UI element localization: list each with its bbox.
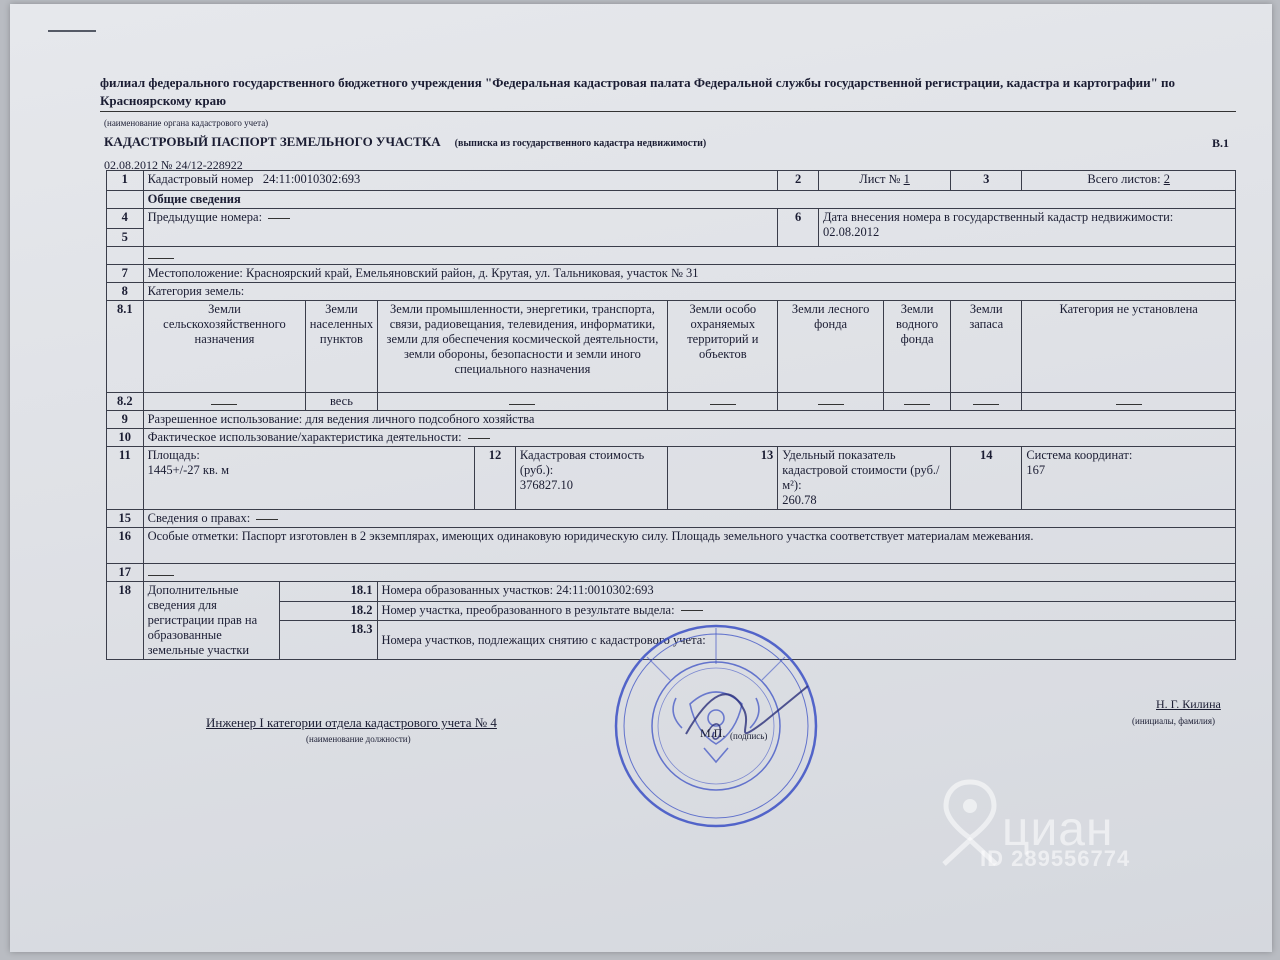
category-water: Земли водного фонда — [884, 301, 951, 393]
cadastral-value-cell — [515, 447, 668, 510]
top-mark — [48, 30, 96, 32]
rights-info-label: Сведения о правах: — [147, 511, 251, 525]
category-reserve: Земли запаса — [951, 301, 1022, 393]
removed-parcels-cell: Номера участков, подлежащих снятию с кадастрового учета: — [377, 621, 1235, 660]
signatory-position-caption: (наименование должности) — [306, 734, 411, 744]
location-cell: Местоположение: Красноярский край, Емельяновский район, д. Крутая, ул. Тальниковая, участок № 31 — [143, 265, 1235, 283]
dash-mark — [468, 438, 490, 439]
empty-cell — [107, 247, 144, 265]
category-forest: Земли лесного фонда — [778, 301, 884, 393]
specific-value-value: 260.78 — [782, 493, 817, 507]
row-num: 6 — [778, 209, 819, 247]
transformed-parcel-label: Номер участка, преобразованного в результате выдела: — [381, 602, 675, 617]
value-industrial — [377, 393, 668, 411]
registration-date-cell — [818, 209, 1235, 247]
row-num: 11 — [107, 447, 144, 510]
organization-caption: (наименование органа кадастрового учета) — [104, 118, 269, 128]
row-8-2 — [107, 393, 1236, 411]
row-17-value — [143, 564, 1235, 582]
row-num: 8.1 — [107, 301, 144, 393]
dash-mark — [973, 404, 999, 405]
dash-mark — [268, 218, 290, 219]
document-title — [104, 134, 706, 150]
row-num: 2 — [778, 171, 819, 191]
row-num: 18.2 — [279, 601, 377, 621]
coordinate-system-label: Система координат: — [1026, 448, 1133, 462]
row-16 — [107, 528, 1236, 564]
form-code: В.1 — [1212, 136, 1230, 150]
dash-mark — [710, 404, 736, 405]
watermark-brand: циан — [1002, 803, 1114, 856]
title-subtitle: (выписка из государственного кадастра недвижимости) — [454, 138, 707, 149]
coordinate-system-value: 167 — [1026, 463, 1046, 477]
watermark-id: ID 289556774 — [980, 846, 1131, 871]
row-15 — [107, 510, 1236, 528]
row-num: 18.1 — [279, 582, 377, 602]
row-num: 7 — [107, 265, 144, 283]
category-populated: Земли населенных пунктов — [306, 301, 377, 393]
category-protected: Земли особо охраняемых территорий и объектов — [668, 301, 778, 393]
value-water — [884, 393, 951, 411]
registration-date-label: Дата внесения номера в государственный кадастр недвижимости: — [822, 210, 1174, 224]
category-agricultural: Земли сельскохозяйственного назначения — [143, 301, 306, 393]
actual-use-label: Фактическое использование/характеристика деятельности: — [147, 430, 462, 444]
row-num: 14 — [951, 447, 1022, 510]
document-number: 24/12-228922 — [175, 158, 243, 172]
area-label: Площадь: — [147, 448, 200, 462]
row-num: 17 — [107, 564, 144, 582]
row-17 — [107, 564, 1236, 582]
row-num: 5 — [107, 229, 144, 247]
row-9 — [107, 411, 1236, 429]
previous-numbers-label: Предыдущие номера: — [147, 210, 263, 224]
row-1 — [107, 171, 1236, 191]
formed-parcels-cell: Номера образованных участков: 24:11:0010302:693 — [377, 582, 1235, 602]
value-agricultural — [143, 393, 306, 411]
total-sheets-value: 2 — [1163, 172, 1170, 186]
value-protected — [668, 393, 778, 411]
specific-value-cell — [778, 447, 951, 510]
dash-mark — [256, 519, 278, 520]
dash-mark — [681, 610, 703, 611]
dash-mark — [818, 404, 844, 405]
dash-mark — [148, 258, 174, 259]
dash-mark — [1116, 404, 1142, 405]
signatory-name-caption: (инициалы, фамилия) — [1132, 716, 1215, 726]
row-num: 8 — [107, 283, 144, 301]
special-notes-cell: Особые отметки: Паспорт изготовлен в 2 экземплярах, имеющих одинаковую юридическую силу. Площадь земельного участка соответствует материалам межевания. — [143, 528, 1235, 564]
row-num: 8.2 — [107, 393, 144, 411]
specific-value-label: Удельный показатель кадастровой стоимости (руб./м²): — [782, 448, 940, 492]
row-num: 4 — [107, 209, 144, 229]
sheet-label: Лист № — [859, 172, 901, 186]
additional-info-label: Дополнительные сведения для регистрации прав на образованные земельные участки — [143, 582, 279, 660]
row-num: 1 — [107, 171, 144, 191]
cadastral-value-label: Кадастровая стоимость (руб.): — [519, 448, 645, 477]
organization-name: филиал федерального государственного бюджетного учреждения "Федеральная кадастровая палата Федеральной службы государственной регистрации, кадастра и картографии" по Красноярскому краю — [100, 75, 1176, 108]
dash-mark — [148, 575, 174, 576]
signature-caption: (подпись) — [730, 731, 768, 741]
value-undefined — [1022, 393, 1236, 411]
cadastral-number-value: 24:11:0010302:693 — [262, 172, 361, 186]
row-num: 15 — [107, 510, 144, 528]
total-sheets-label: Всего листов: — [1087, 172, 1161, 186]
signatory-position: Инженер I категории отдела кадастрового учета № 4 — [206, 715, 497, 730]
passport-form-table — [106, 170, 1236, 660]
row-4 — [107, 209, 1236, 229]
cadastral-value-value: 376827.10 — [519, 478, 573, 492]
transformed-parcel-cell — [377, 601, 1235, 621]
coordinate-system-cell — [1022, 447, 1236, 510]
previous-numbers-cell — [143, 209, 778, 247]
total-sheets-cell — [1022, 171, 1236, 191]
cadastral-number-cell — [143, 171, 778, 191]
land-category-heading: Категория земель: — [143, 283, 1235, 301]
category-undefined: Категория не установлена — [1022, 301, 1236, 393]
row-10 — [107, 429, 1236, 447]
stamp-place-mark: М.П. — [700, 726, 726, 740]
organization-underline — [100, 111, 1236, 112]
actual-use-cell — [143, 429, 1235, 447]
dash-mark — [509, 404, 535, 405]
row-general — [107, 191, 1236, 209]
row-num: 12 — [475, 447, 516, 510]
value-populated: весь — [306, 393, 377, 411]
row-num: 10 — [107, 429, 144, 447]
row-5b — [107, 247, 1236, 265]
row-num: 13 — [668, 447, 778, 510]
sheet-value: 1 — [903, 172, 910, 186]
dash-mark — [904, 404, 930, 405]
permitted-use-cell: Разрешенное использование: для ведения личного подсобного хозяйства — [143, 411, 1235, 429]
title-text: КАДАСТРОВЫЙ ПАСПОРТ ЗЕМЕЛЬНОГО УЧАСТКА — [104, 134, 441, 149]
value-forest — [778, 393, 884, 411]
sheet-number-cell — [818, 171, 950, 191]
rights-info-cell — [143, 510, 1235, 528]
row-num: 9 — [107, 411, 144, 429]
row-8 — [107, 283, 1236, 301]
row-num: 18 — [107, 582, 144, 660]
registration-date-value: 02.08.2012 — [822, 225, 880, 239]
row-5-value — [143, 247, 1235, 265]
row-num: 18.3 — [279, 621, 377, 660]
document-date: 02.08.2012 № — [104, 158, 173, 172]
cadastral-number-label: Кадастровый номер — [147, 172, 254, 186]
empty-cell — [107, 191, 144, 209]
row-11-14 — [107, 447, 1236, 510]
area-cell — [143, 447, 475, 510]
category-industrial: Земли промышленности, энергетики, транспорта, связи, радиовещания, телевидения, информатики, земли для обеспечения космической деятельности, земли обороны, безопасности и земли иного специального назначения — [377, 301, 668, 393]
row-7 — [107, 265, 1236, 283]
general-info-heading: Общие сведения — [143, 191, 1235, 209]
row-num: 3 — [951, 171, 1022, 191]
row-num: 16 — [107, 528, 144, 564]
area-value: 1445+/-27 кв. м — [147, 463, 230, 477]
row-8-1 — [107, 301, 1236, 393]
row-18-1 — [107, 582, 1236, 602]
signatory-name: Н. Г. Килина — [1156, 697, 1221, 711]
value-reserve — [951, 393, 1022, 411]
dash-mark — [211, 404, 237, 405]
